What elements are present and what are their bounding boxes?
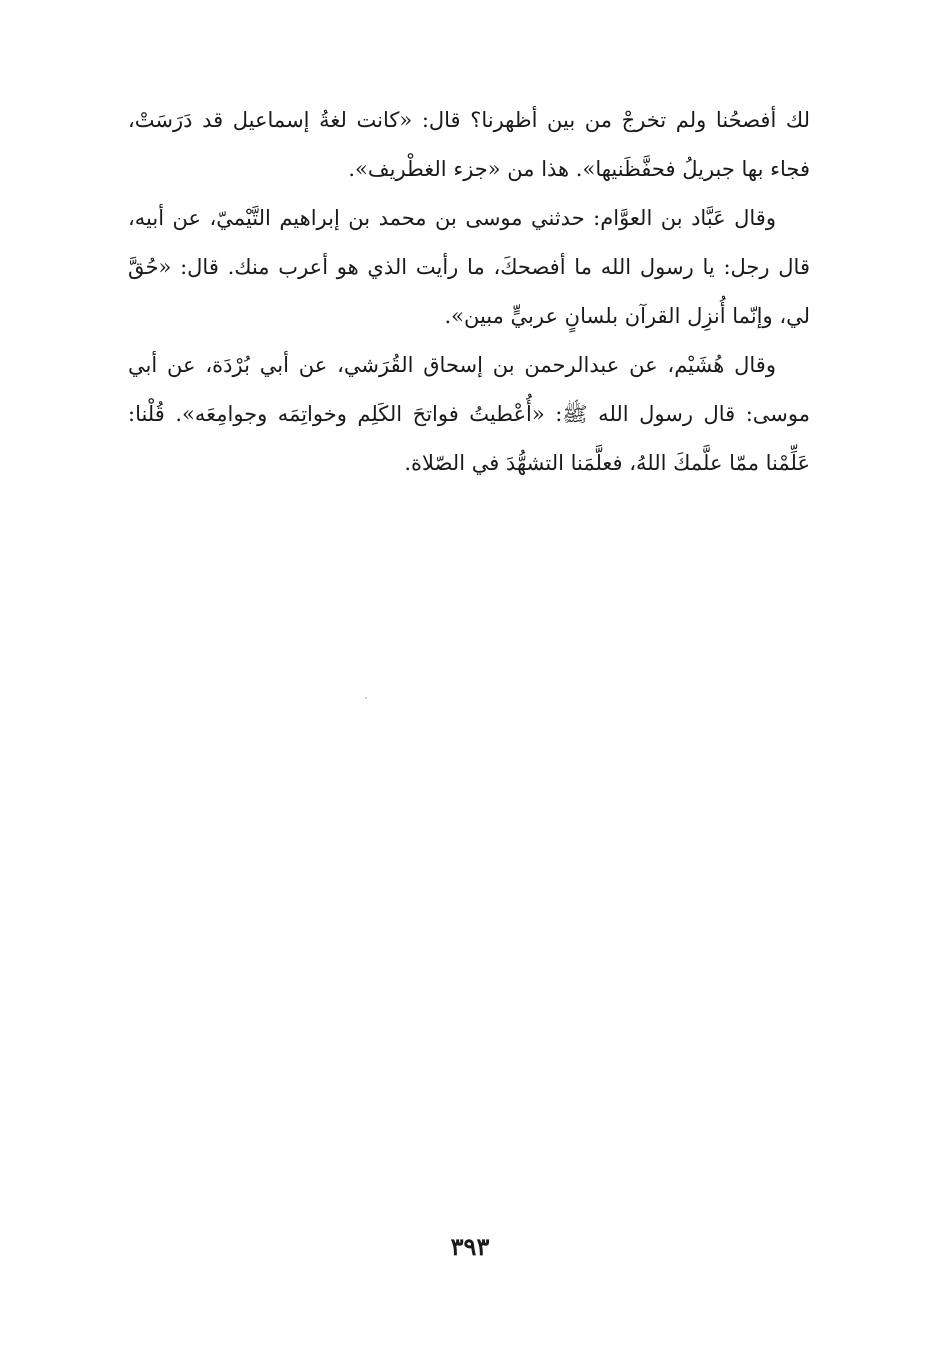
- paragraph-hushaym: وقال هُشَيْم، عن عبدالرحمن بن إسحاق القُرَشي، عن أبي بُرْدَة، عن أبي موسى: قال رسول الله ﷺ: «أُعْطيتُ فواتحَ الكَلِم وخواتِمَه وجوامِعَه». قُلْنا: عَلِّمْنا ممّا علَّمكَ اللهُ، فعلَّمَنا التشهُّدَ في الصّلاة.: [128, 353, 810, 475]
- paragraph-abbad: وقال عَبَّاد بن العوَّام: حدثني موسى بن محمد بن إبراهيم التَّيْميّ، عن أبيه، قال رجل: يا رسول الله ما أفصحكَ، ما رأيت الذي هو أعرب منك. قال: «حُقَّ لي، وإنّما أُنزِل القرآن بلسانٍ عربيٍّ مبين».: [128, 206, 810, 328]
- paragraph-continuation: لك أفصحُنا ولم تخرجْ من بين أظهرنا؟ قال: «كانت لغةُ إسماعيل قد دَرَسَتْ، فجاء بها جبريلُ فحفَّظَنيها». هذا من «جزء الغطْريف».: [128, 108, 810, 181]
- scan-speck: [365, 697, 367, 699]
- page-number: ٣٩٣: [450, 1232, 490, 1261]
- body-text: [128, 96, 810, 488]
